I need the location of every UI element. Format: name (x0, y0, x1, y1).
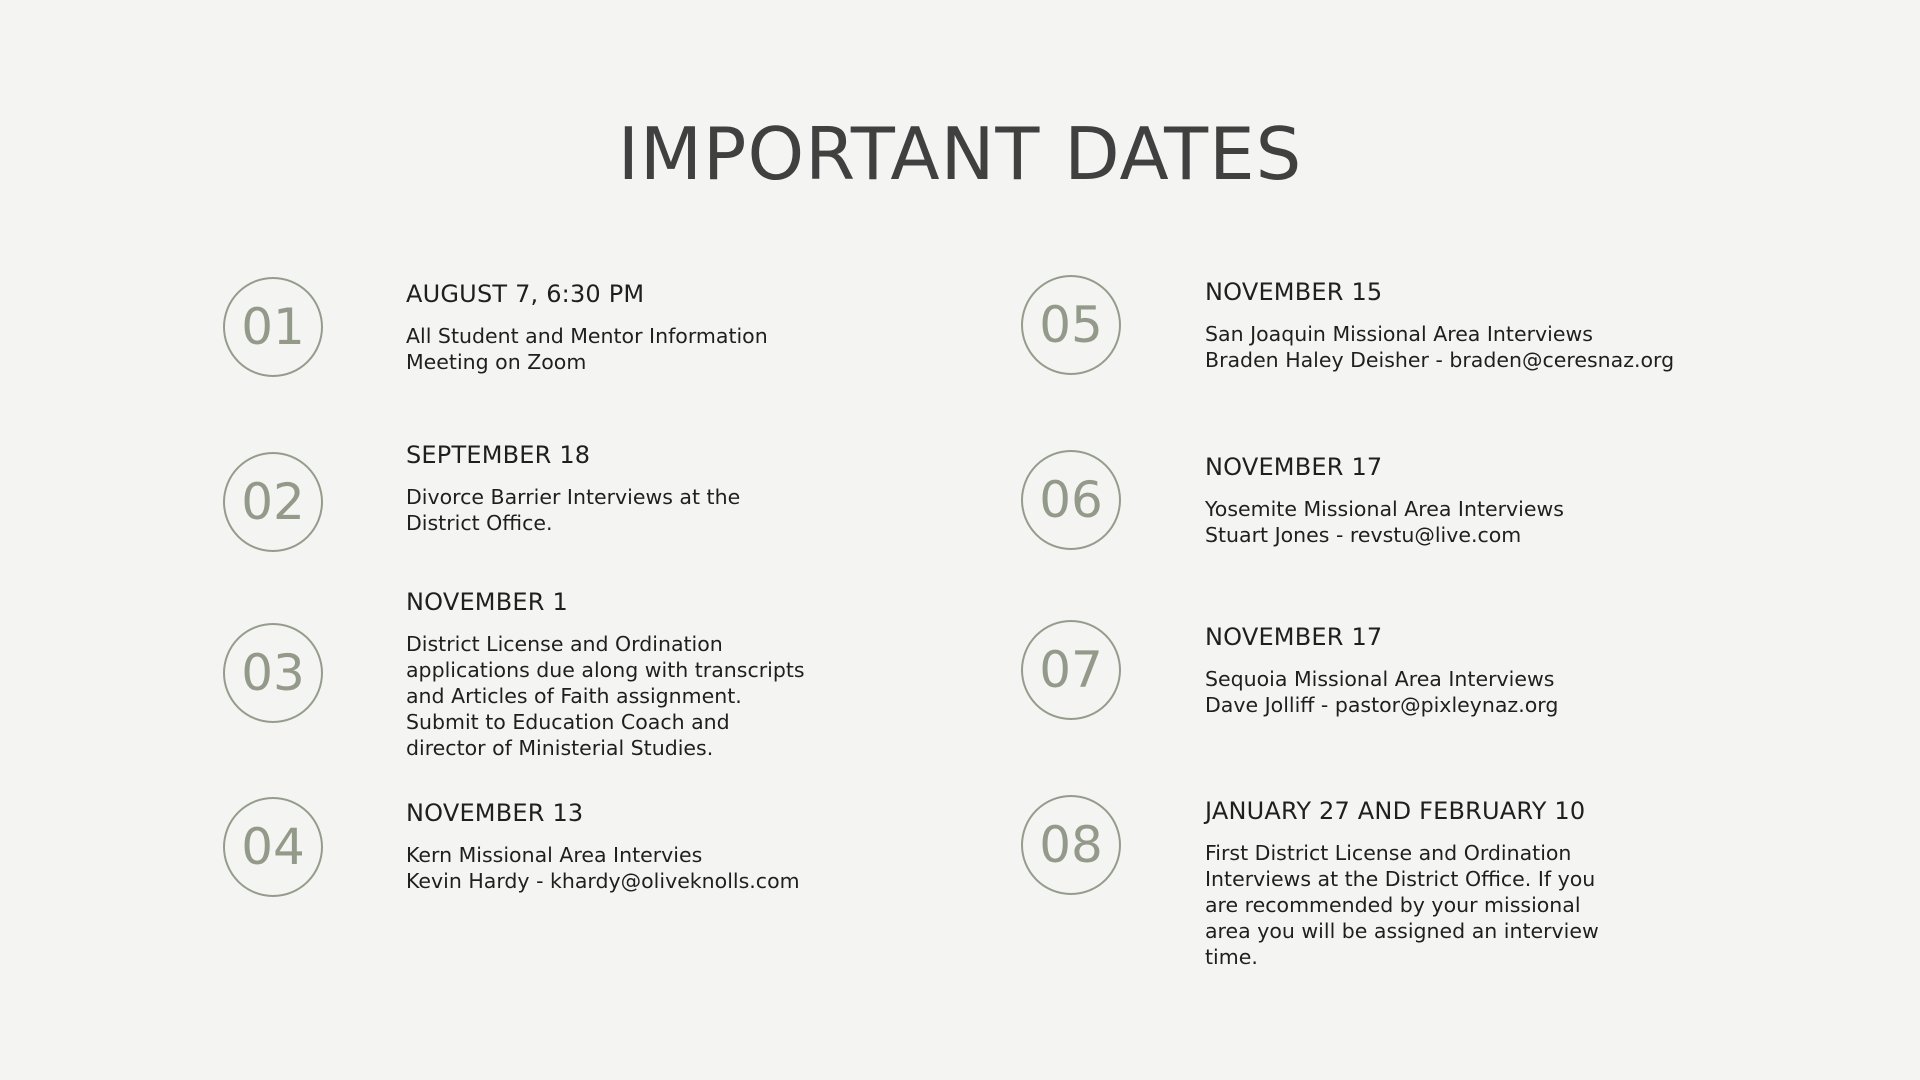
item-description: Kern Missional Area Intervies Kevin Hardy - khardy@oliveknolls.com (406, 843, 800, 894)
item-description: All Student and Mentor Information Meeting on Zoom (406, 324, 768, 375)
number-circle-04 (223, 797, 323, 897)
date-item-07 (1205, 624, 1705, 718)
item-number: 05 (1039, 296, 1103, 354)
item-date: SEPTEMBER 18 (406, 441, 591, 469)
item-number: 06 (1039, 471, 1103, 529)
date-item-03 (406, 589, 906, 761)
item-number: 08 (1039, 816, 1103, 874)
item-number: 01 (241, 298, 305, 356)
item-number: 02 (241, 473, 305, 531)
item-description: First District License and Ordination Interviews at the District Office. If you are recommended by your missional area you will be assigned an interview time. (1205, 841, 1599, 970)
number-circle-01 (223, 277, 323, 377)
item-date: NOVEMBER 1 (406, 588, 568, 616)
date-item-04 (406, 800, 906, 894)
item-number: 07 (1039, 641, 1103, 699)
number-circle-05 (1021, 275, 1121, 375)
item-description: Sequoia Missional Area Interviews Dave Jolliff - pastor@pixleynaz.org (1205, 667, 1559, 718)
number-circle-06 (1021, 450, 1121, 550)
item-date: NOVEMBER 17 (1205, 453, 1383, 481)
item-date: NOVEMBER 15 (1205, 278, 1383, 306)
number-circle-07 (1021, 620, 1121, 720)
item-number: 03 (241, 644, 305, 702)
number-circle-03 (223, 623, 323, 723)
item-description: Divorce Barrier Interviews at the District Office. (406, 485, 741, 536)
page-title: IMPORTANT DATES (617, 112, 1303, 196)
item-date: NOVEMBER 17 (1205, 623, 1383, 651)
item-date: NOVEMBER 13 (406, 799, 584, 827)
item-date: JANUARY 27 AND FEBRUARY 10 (1205, 797, 1586, 825)
item-description: San Joaquin Missional Area Interviews Braden Haley Deisher - braden@ceresnaz.org (1205, 322, 1675, 373)
date-item-06 (1205, 454, 1705, 548)
number-circle-08 (1021, 795, 1121, 895)
date-item-05 (1205, 279, 1805, 373)
item-number: 04 (241, 818, 305, 876)
item-description: District License and Ordination applications due along with transcripts and Articles of Faith assignment. Submit to Education Coach and director of Ministerial Studies. (406, 632, 805, 761)
date-item-08 (1205, 798, 1705, 970)
item-date: AUGUST 7, 6:30 PM (406, 280, 645, 308)
date-item-02 (406, 442, 906, 536)
number-circle-02 (223, 452, 323, 552)
item-description: Yosemite Missional Area Interviews Stuart Jones - revstu@live.com (1205, 497, 1564, 548)
date-item-01 (406, 281, 906, 375)
